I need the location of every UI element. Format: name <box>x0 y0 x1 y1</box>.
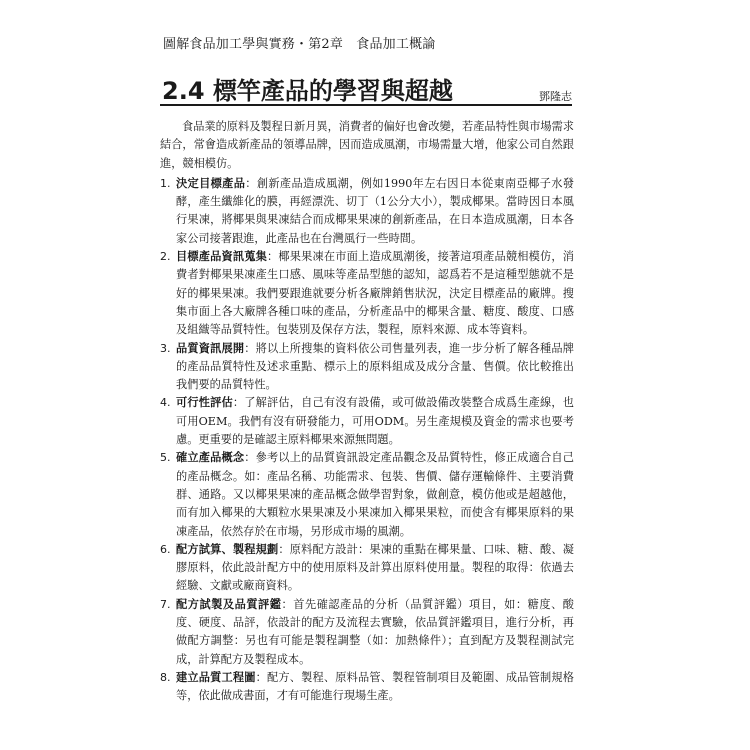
body-text <box>160 118 574 706</box>
item-text: 椰果果凍在市面上造成風潮後，接著這項產品競相模仿，消費者對椰果果凍產生口感、風味等產品型態的認知，認爲若不是這種型態就不是好的椰果果凍。我們要跟進就要分析各廠牌銷售狀況，決定目標產品的廠牌。搜集市面上各大廠牌各種口味的產品，分析產品中的椰果含量、糖度、酸度、口感及組織等品質特性。包裝別及保存方法，製程，原料來源、成本等資料。 <box>176 250 574 337</box>
title-underline <box>160 104 572 106</box>
list-item <box>160 541 574 596</box>
intro-paragraph: 食品業的原料及製程日新月異，消費者的偏好也會改變，若產品特性與市場需求結合，常會造成新產品的領導品牌，因而造成風潮，市場需量大增，他家公司自然跟進，競相模仿。 <box>160 120 574 170</box>
item-term: 配方試算、製程規劃 <box>176 542 279 556</box>
item-separator: ： <box>281 597 294 611</box>
item-text: 參考以上的品質資訊設定產品觀念及品質特性，修正成適合自己的產品概念。如：產品名稱、功能需求、包裝、售價、儲存運輸條件、主要消費群、通路。又以椰果果凍的產品概念做學習對象，做創意，模仿他或是超越他，而有加入椰果的大顆粒水果果凍及小果凍加入椰果果粒，而使含有椰果原料的果凍產品，依然存於在市場，另形成市場的風潮。 <box>176 451 574 538</box>
item-text: 配方、製程、原料品管、製程管制項目及範圍、成品管制規格等，依此做成書面，才有可能進行現場生產。 <box>176 670 574 703</box>
item-term: 目標產品資訊蒐集 <box>176 250 268 264</box>
list-item <box>160 175 574 248</box>
item-number: 1. <box>160 176 171 190</box>
item-term: 決定目標產品 <box>176 176 246 190</box>
item-number: 5. <box>160 451 171 465</box>
item-term: 品質資訊展開 <box>176 341 245 355</box>
numbered-list <box>160 175 574 706</box>
item-number: 3. <box>160 341 171 355</box>
item-term: 配方試製及品質評鑑 <box>176 597 282 611</box>
item-separator: ： <box>267 250 279 264</box>
item-text: 首先確認產品的分析（品質評鑑）項目，如：糖度、酸度、硬度、品評，依設計的配方及流程去實驗，依品質評鑑項目，進行分析，再做配方調整：另也有可能是製程調整（如：加熱條件）；直到配方及製程測試完成，計算配方及製程成本。 <box>176 597 574 666</box>
item-separator: ： <box>232 396 245 410</box>
item-number: 2. <box>160 250 171 264</box>
list-item <box>160 394 574 449</box>
item-number: 8. <box>160 670 171 684</box>
list-item <box>160 340 574 395</box>
item-term: 確立產品概念 <box>176 451 245 465</box>
item-text: 將以上所搜集的資料依公司售量列表，進一步分析了解各種品牌的產品品質特性及述求重點、標示上的原料組成及成分含量、售價。依比較推出我們要的品質特性。 <box>176 341 574 392</box>
item-number: 4. <box>160 396 171 410</box>
list-item <box>160 248 574 339</box>
list-item <box>160 449 574 540</box>
item-separator: ： <box>245 176 257 190</box>
item-text: 創新產品造成風潮，例如1990年左右因日本從東南亞椰子水發酵，產生纖維化的膜，再經漂洗、切丁（1公分大小），製成椰果。當時因日本風行果凍，將椰果與果凍結合而成椰果果凍的創新產品，在日本造成風潮，日本各家公司接著跟進，此產品也在台灣風行一些時間。 <box>176 176 574 245</box>
item-number: 7. <box>160 597 171 611</box>
list-item <box>160 669 574 706</box>
section-title: 2.4 標竿產品的學習與超越 <box>162 77 453 105</box>
item-number: 6. <box>160 542 171 556</box>
item-term: 可行性評估 <box>176 396 233 410</box>
item-text: 原料配方設計：果凍的重點在椰果量、口味、糖、酸、凝膠原料，依此設計配方中的使用原料及計算出原料使用量。製程的取得：依過去經驗、文獻或廠商資料。 <box>176 542 574 593</box>
author-name: 鄧隆志 <box>539 90 572 103</box>
item-term: 建立品質工程圖 <box>176 670 256 684</box>
list-item <box>160 596 574 669</box>
item-text: 了解評估，自己有沒有設備，或可做設備改裝整合成爲生產線，也可用OEM。我們有沒有研發能力，可用ODM。另生產規模及資金的需求也要考慮。更重要的是確認主原料椰果來源無問題。 <box>176 396 574 447</box>
item-separator: ： <box>255 670 268 684</box>
running-header: 圖解食品加工學與實務・第2章 食品加工概論 <box>163 37 436 52</box>
item-separator: ： <box>244 341 256 355</box>
item-separator: ： <box>278 542 290 556</box>
item-separator: ： <box>244 451 256 465</box>
